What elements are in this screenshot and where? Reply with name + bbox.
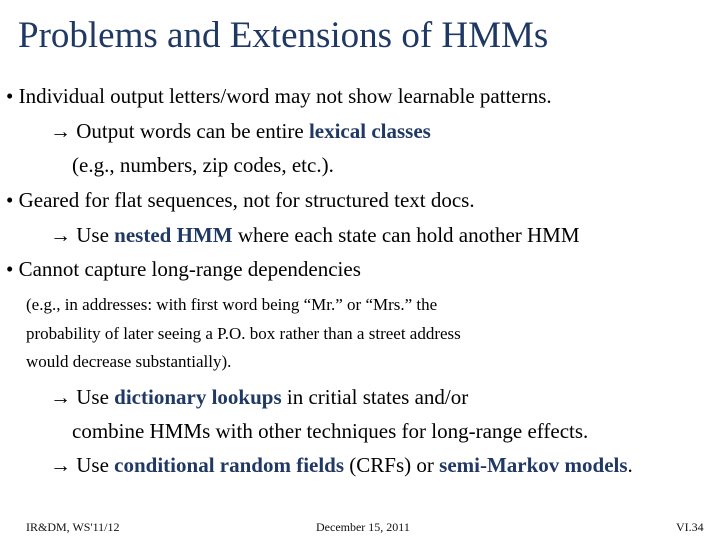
bullet-3-sub-2-pre: Use <box>76 453 109 477</box>
arrow-icon: → <box>50 385 71 409</box>
bullet-3-sub-1-continuation: combine HMMs with other techniques for long-range effects. <box>72 419 589 443</box>
bullet-3-note-line-3: would decrease substantially). <box>26 352 232 371</box>
arrow-icon: → <box>50 223 71 247</box>
footer-course: IR&DM, WS'11/12 <box>26 520 120 534</box>
keyword-nested-hmm: nested HMM <box>114 223 233 247</box>
keyword-semi-markov-models: semi-Markov models <box>439 453 628 477</box>
arrow-icon: → <box>50 119 71 143</box>
keyword-lexical-classes: lexical classes <box>308 119 431 143</box>
bullet-3-sub-2-mid: (CRFs) or <box>349 453 434 477</box>
bullet-3-sub-1-pre: Use <box>76 385 109 409</box>
arrow-icon: → <box>50 453 71 477</box>
bullet-2-text: Geared for flat sequences, not for structured text docs. <box>18 188 475 212</box>
bullet-2-sub <box>50 223 580 248</box>
bullet-marker: • <box>6 84 14 108</box>
bullet-3-sub-2-end: . <box>627 453 633 477</box>
bullet-3 <box>6 257 361 282</box>
keyword-dictionary-lookups: dictionary lookups <box>114 385 282 409</box>
bullet-1-sub-continuation: (e.g., numbers, zip codes, etc.). <box>72 153 334 177</box>
bullet-2-sub-post: where each state can hold another HMM <box>237 223 580 247</box>
bullet-1-text: Individual output letters/word may not show learnable patterns. <box>18 84 552 108</box>
footer-slide-number: VI.34 <box>676 520 704 534</box>
bullet-3-sub-1-post: in critial states and/or <box>286 385 469 409</box>
bullet-2-sub-pre: Use <box>76 223 109 247</box>
bullet-marker: • <box>6 257 14 281</box>
bullet-1-sub <box>50 119 431 144</box>
slide-title: Problems and Extensions of HMMs <box>18 15 549 56</box>
bullet-1-sub-text: Output words can be entire <box>76 119 304 143</box>
footer-date: December 15, 2011 <box>316 520 410 534</box>
bullet-1 <box>6 84 552 109</box>
bullet-3-note-line-1: (e.g., in addresses: with first word being “Mr.” or “Mrs.” the <box>26 295 438 314</box>
bullet-2 <box>6 188 475 213</box>
bullet-3-text: Cannot capture long-range dependencies <box>18 257 361 281</box>
bullet-3-note-line-2: probability of later seeing a P.O. box rather than a street address <box>26 324 461 343</box>
bullet-marker: • <box>6 188 14 212</box>
keyword-conditional-random-fields: conditional random fields <box>114 453 345 477</box>
bullet-3-sub-1 <box>50 385 468 410</box>
bullet-3-sub-2 <box>50 453 633 478</box>
